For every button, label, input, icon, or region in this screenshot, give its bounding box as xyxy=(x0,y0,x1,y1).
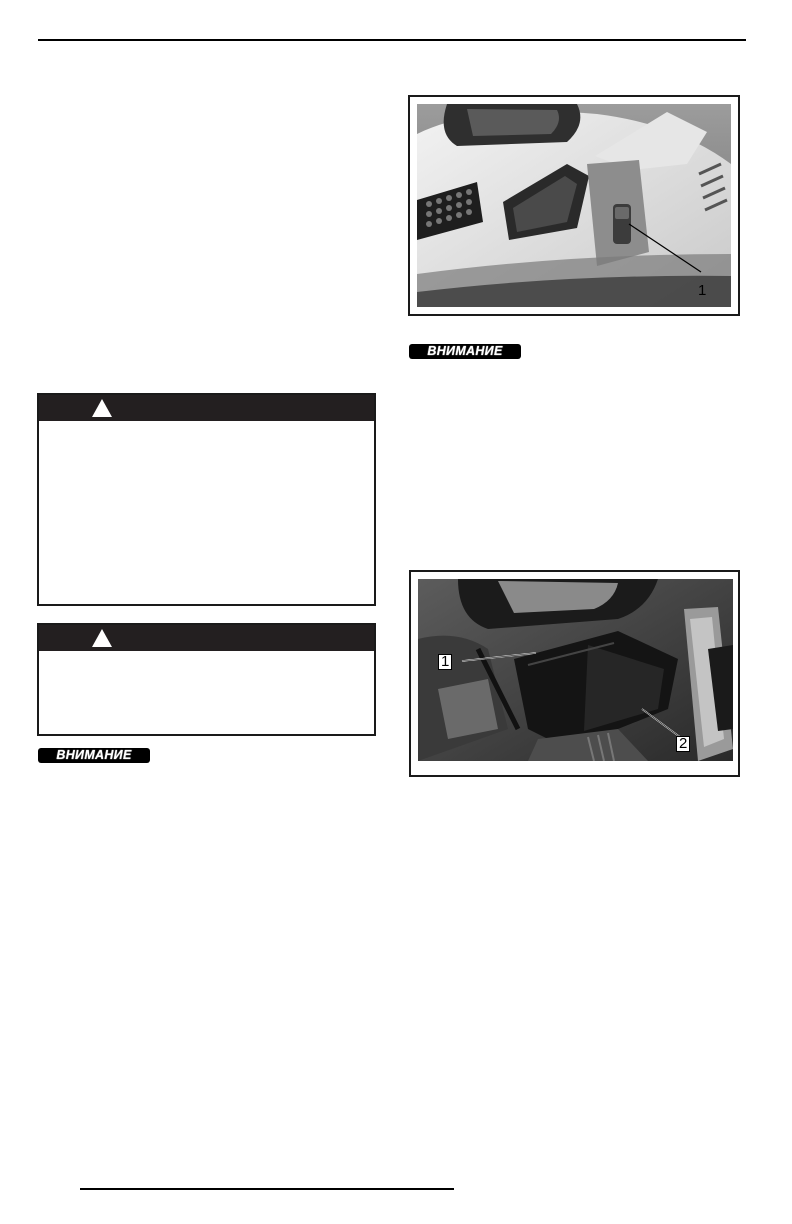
warning-box-1 xyxy=(37,393,376,606)
figure-2-photo xyxy=(418,579,733,761)
figure-2-frame xyxy=(409,570,740,777)
notice-badge: ВНИМАНИЕ xyxy=(409,344,521,359)
figure-2-callout-2: 2 xyxy=(676,736,690,752)
footer-rule xyxy=(80,1188,454,1190)
warning-header xyxy=(39,395,374,421)
warning-box-2 xyxy=(37,623,376,736)
figure-1-photo xyxy=(417,104,731,307)
warning-header xyxy=(39,625,374,651)
figure-1-callout-1: 1 xyxy=(698,282,707,299)
warning-triangle-icon xyxy=(91,398,113,418)
warning-triangle-icon xyxy=(91,628,113,648)
notice-badge: ВНИМАНИЕ xyxy=(38,748,150,763)
figure-1-frame xyxy=(408,95,740,316)
header-rule xyxy=(38,39,746,41)
figure-2-callout-1: 1 xyxy=(438,654,452,670)
